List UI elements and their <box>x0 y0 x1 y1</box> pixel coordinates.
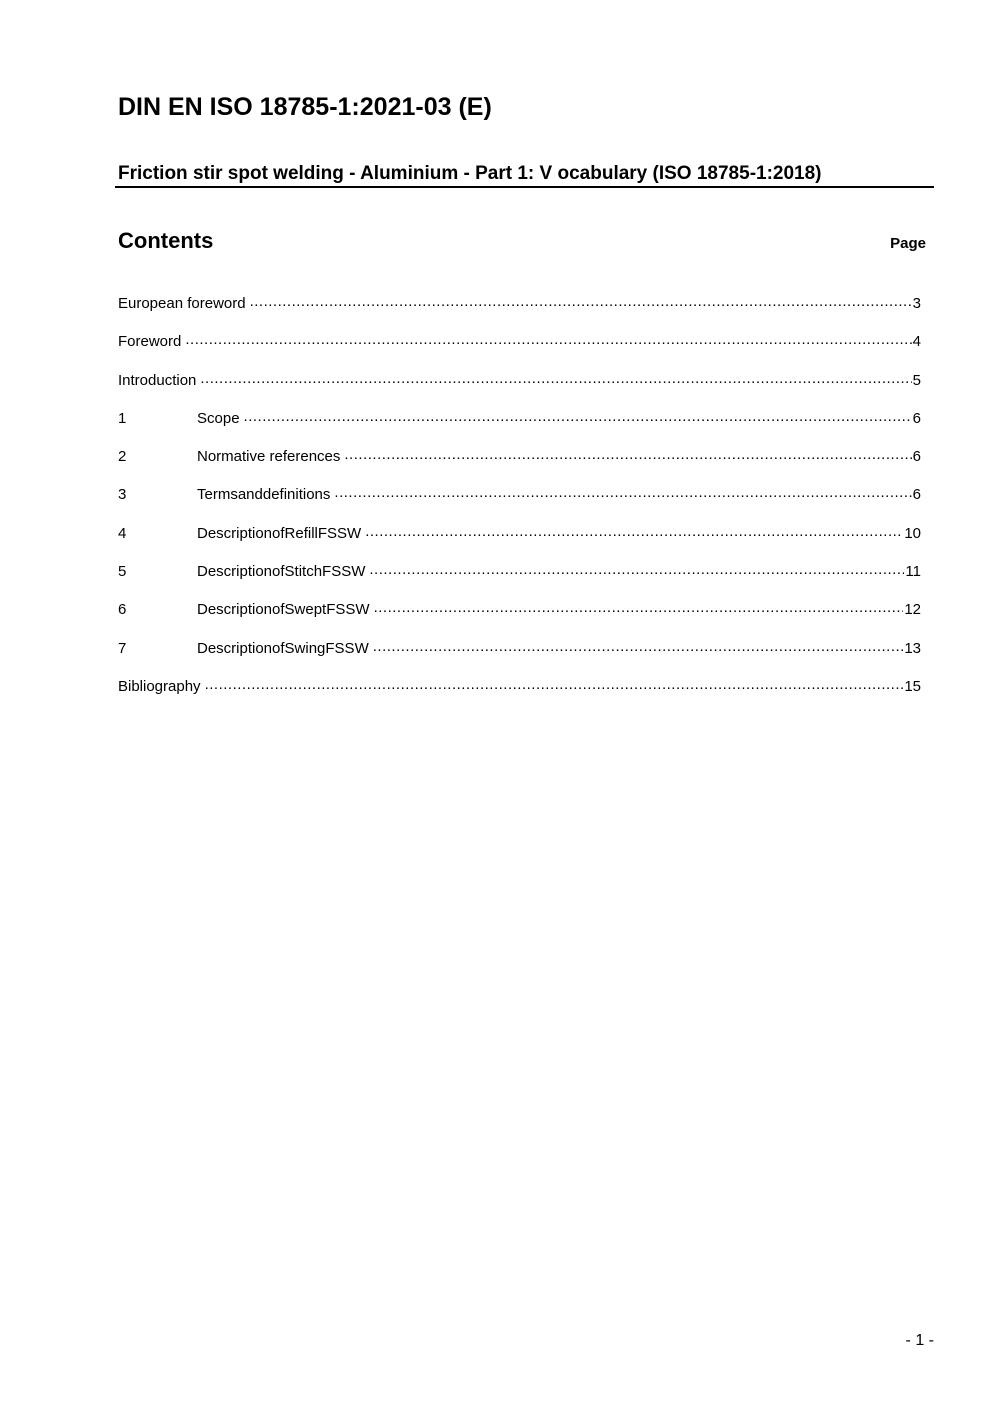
toc-entry-swept-fssw[interactable] <box>118 599 921 637</box>
toc-entry-page: 6 <box>912 486 921 504</box>
toc-entry-label: DescriptionofSwingFSSW <box>197 639 369 657</box>
toc-entry-page: 4 <box>912 333 921 351</box>
toc-entry-page: 6 <box>912 409 921 427</box>
toc-entry-page: 13 <box>904 639 921 657</box>
toc-entry-label: Introduction <box>118 371 197 389</box>
toc-entry-label: Bibliography <box>118 677 201 695</box>
toc-dot-leader <box>374 599 904 614</box>
toc-entry-number: 6 <box>118 601 127 619</box>
toc-entry-number: 1 <box>118 409 127 427</box>
toc-entry-page: 12 <box>904 601 921 619</box>
toc-entry-stitch-fssw[interactable] <box>118 561 921 599</box>
toc-entry-number: 5 <box>118 563 127 581</box>
toc-dot-leader <box>250 293 912 308</box>
toc-entry-number: 4 <box>118 524 127 542</box>
toc-entry-page: 15 <box>904 677 921 695</box>
toc-dot-leader <box>373 638 904 653</box>
toc-entry-page: 6 <box>912 448 921 466</box>
toc-entry-scope[interactable] <box>118 408 921 446</box>
table-of-contents <box>118 293 921 714</box>
toc-entry-bibliography[interactable] <box>118 676 921 714</box>
toc-entry-number: 3 <box>118 486 127 504</box>
page-column-heading: Page <box>890 235 926 252</box>
toc-dot-leader <box>244 408 912 423</box>
toc-entry-label: European foreword <box>118 295 246 312</box>
toc-dot-leader <box>369 561 904 576</box>
toc-dot-leader <box>365 523 903 538</box>
page-number: - 1 - <box>905 1332 934 1349</box>
toc-entry-number: 7 <box>118 639 127 657</box>
toc-dot-leader <box>334 484 911 499</box>
toc-entry-foreword[interactable] <box>118 331 921 369</box>
toc-entry-page: 5 <box>912 371 921 389</box>
contents-heading: Contents <box>118 228 214 253</box>
toc-entry-page: 11 <box>905 563 921 581</box>
title-rule <box>115 186 934 188</box>
toc-entry-page: 10 <box>904 524 921 542</box>
toc-entry-label: Scope <box>197 409 240 427</box>
document-id: DIN EN ISO 18785-1:2021-03 (E) <box>118 93 492 121</box>
toc-dot-leader <box>205 676 904 691</box>
toc-entry-terms-and-definitions[interactable] <box>118 484 921 522</box>
toc-entry-page: 3 <box>912 295 921 312</box>
toc-dot-leader <box>185 331 911 346</box>
toc-entry-label: Foreword <box>118 333 182 351</box>
toc-dot-leader <box>344 446 911 461</box>
toc-entry-number: 2 <box>118 448 127 466</box>
toc-entry-label: Termsanddefinitions <box>197 486 331 504</box>
toc-entry-introduction[interactable] <box>118 370 921 408</box>
toc-entry-label: DescriptionofSweptFSSW <box>197 601 370 619</box>
toc-entry-european-foreword[interactable] <box>118 293 921 331</box>
toc-entry-normative-references[interactable] <box>118 446 921 484</box>
toc-entry-label: DescriptionofRefillFSSW <box>197 524 362 542</box>
toc-entry-label: DescriptionofStitchFSSW <box>197 563 366 581</box>
toc-entry-refill-fssw[interactable] <box>118 523 921 561</box>
toc-entry-label: Normative references <box>197 448 341 466</box>
toc-dot-leader <box>200 370 911 385</box>
toc-entry-swing-fssw[interactable] <box>118 638 921 676</box>
document-title: Friction stir spot welding - Aluminium - Part 1: V ocabulary (ISO 18785-1:2018) <box>118 163 822 184</box>
